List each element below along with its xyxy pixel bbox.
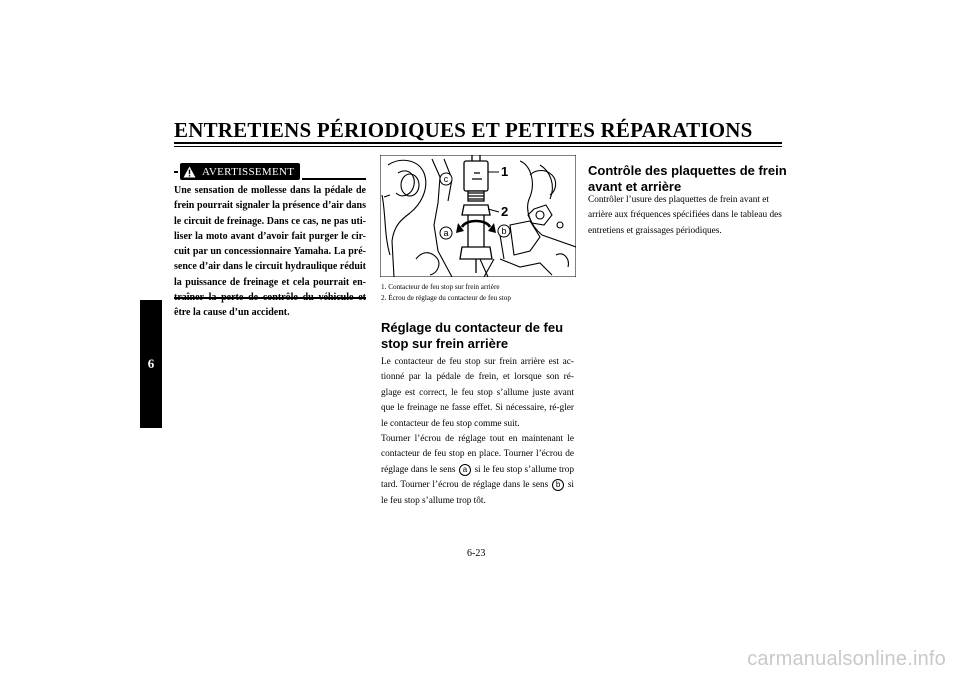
warning-rule-left [174, 171, 178, 173]
warning-text: Une sensation de mollesse dans la pédale de frein pourrait signaler la présence d’air dans le circuit de freinage. Dans ce cas, ne pas uti-liser la moto avant d’avoir fait purger le cir-cuit par un concessionnaire Yamaha. La pré-sence d’air dans le circuit hydraulique réduit la puissance de freinage et cela pourrait en- être la cause d’un accident. [174, 185, 366, 319]
figure-callout-c: c [443, 174, 449, 184]
warning-badge [180, 163, 300, 180]
header-rule-thin [174, 146, 782, 147]
watermark: carmanualsonline.info [747, 648, 946, 670]
page-number: 6-23 [467, 548, 486, 559]
figure-callout-b: b [501, 226, 507, 236]
figure-callout-1: 1 [501, 164, 509, 179]
direction-a-marker: a [459, 464, 471, 476]
warning-rule-right [302, 178, 366, 180]
figure-caption-list [381, 282, 576, 304]
figure-caption-1: 1. Contacteur de feu stop sur frein arrière [381, 283, 500, 291]
figure-caption-2: 2. Écrou de réglage du contacteur de feu stop [381, 294, 511, 302]
section-title-brake-pads: Contrôle des plaquettes de frein avant et arrière [588, 163, 787, 194]
section-title-brake-switch: Réglage du contacteur de feu stop sur frein arrière [381, 320, 564, 351]
section-body-brake-switch [381, 355, 574, 509]
paragraph-2-part-1: Tourner l’écrou de réglage tout en maintenant le contacteur de feu stop en place. Tourner l’écrou de réglage dans le sens [381, 434, 574, 475]
header-rule [174, 142, 782, 144]
warning-header [174, 163, 366, 181]
warning-rule-bottom [174, 297, 366, 299]
direction-b-marker: b [552, 479, 564, 491]
page-title: ENTRETIENS PÉRIODIQUES ET PETITES RÉPARATIONS [174, 118, 753, 142]
paragraph-2-part-3: si le feu stop s’allume trop tôt. [381, 480, 575, 506]
brake-switch-figure [380, 155, 576, 277]
warning-triangle-icon [180, 163, 198, 180]
figure-callout-2: 2 [501, 204, 509, 219]
paragraph-2 [381, 432, 574, 509]
warning-label: AVERTISSEMENT [202, 165, 295, 178]
chapter-tab [140, 300, 162, 428]
section-body-brake-pads: Contrôler l’usure des plaquettes de frein avant et arrière aux fréquences spécifiées dans le tableau des entretiens et graissages périodiques. [588, 195, 782, 236]
paragraph-1: Le contacteur de feu stop sur frein arrière est ac-tionné par la pédale de frein, et lorsque son ré-glage est correct, le feu stop s’allume juste avant que le freinage ne fasse effet. Si nécessaire, ré-gler le contacteur de feu stop comme suit. [381, 357, 574, 429]
chapter-number: 6 [147, 356, 155, 371]
brake-switch-illustration [380, 155, 576, 277]
paragraph-2-part-2: si le feu stop s’allume trop tard. Tourner l’écrou de réglage dans le sens [381, 464, 575, 491]
figure-callout-a: a [443, 228, 449, 238]
